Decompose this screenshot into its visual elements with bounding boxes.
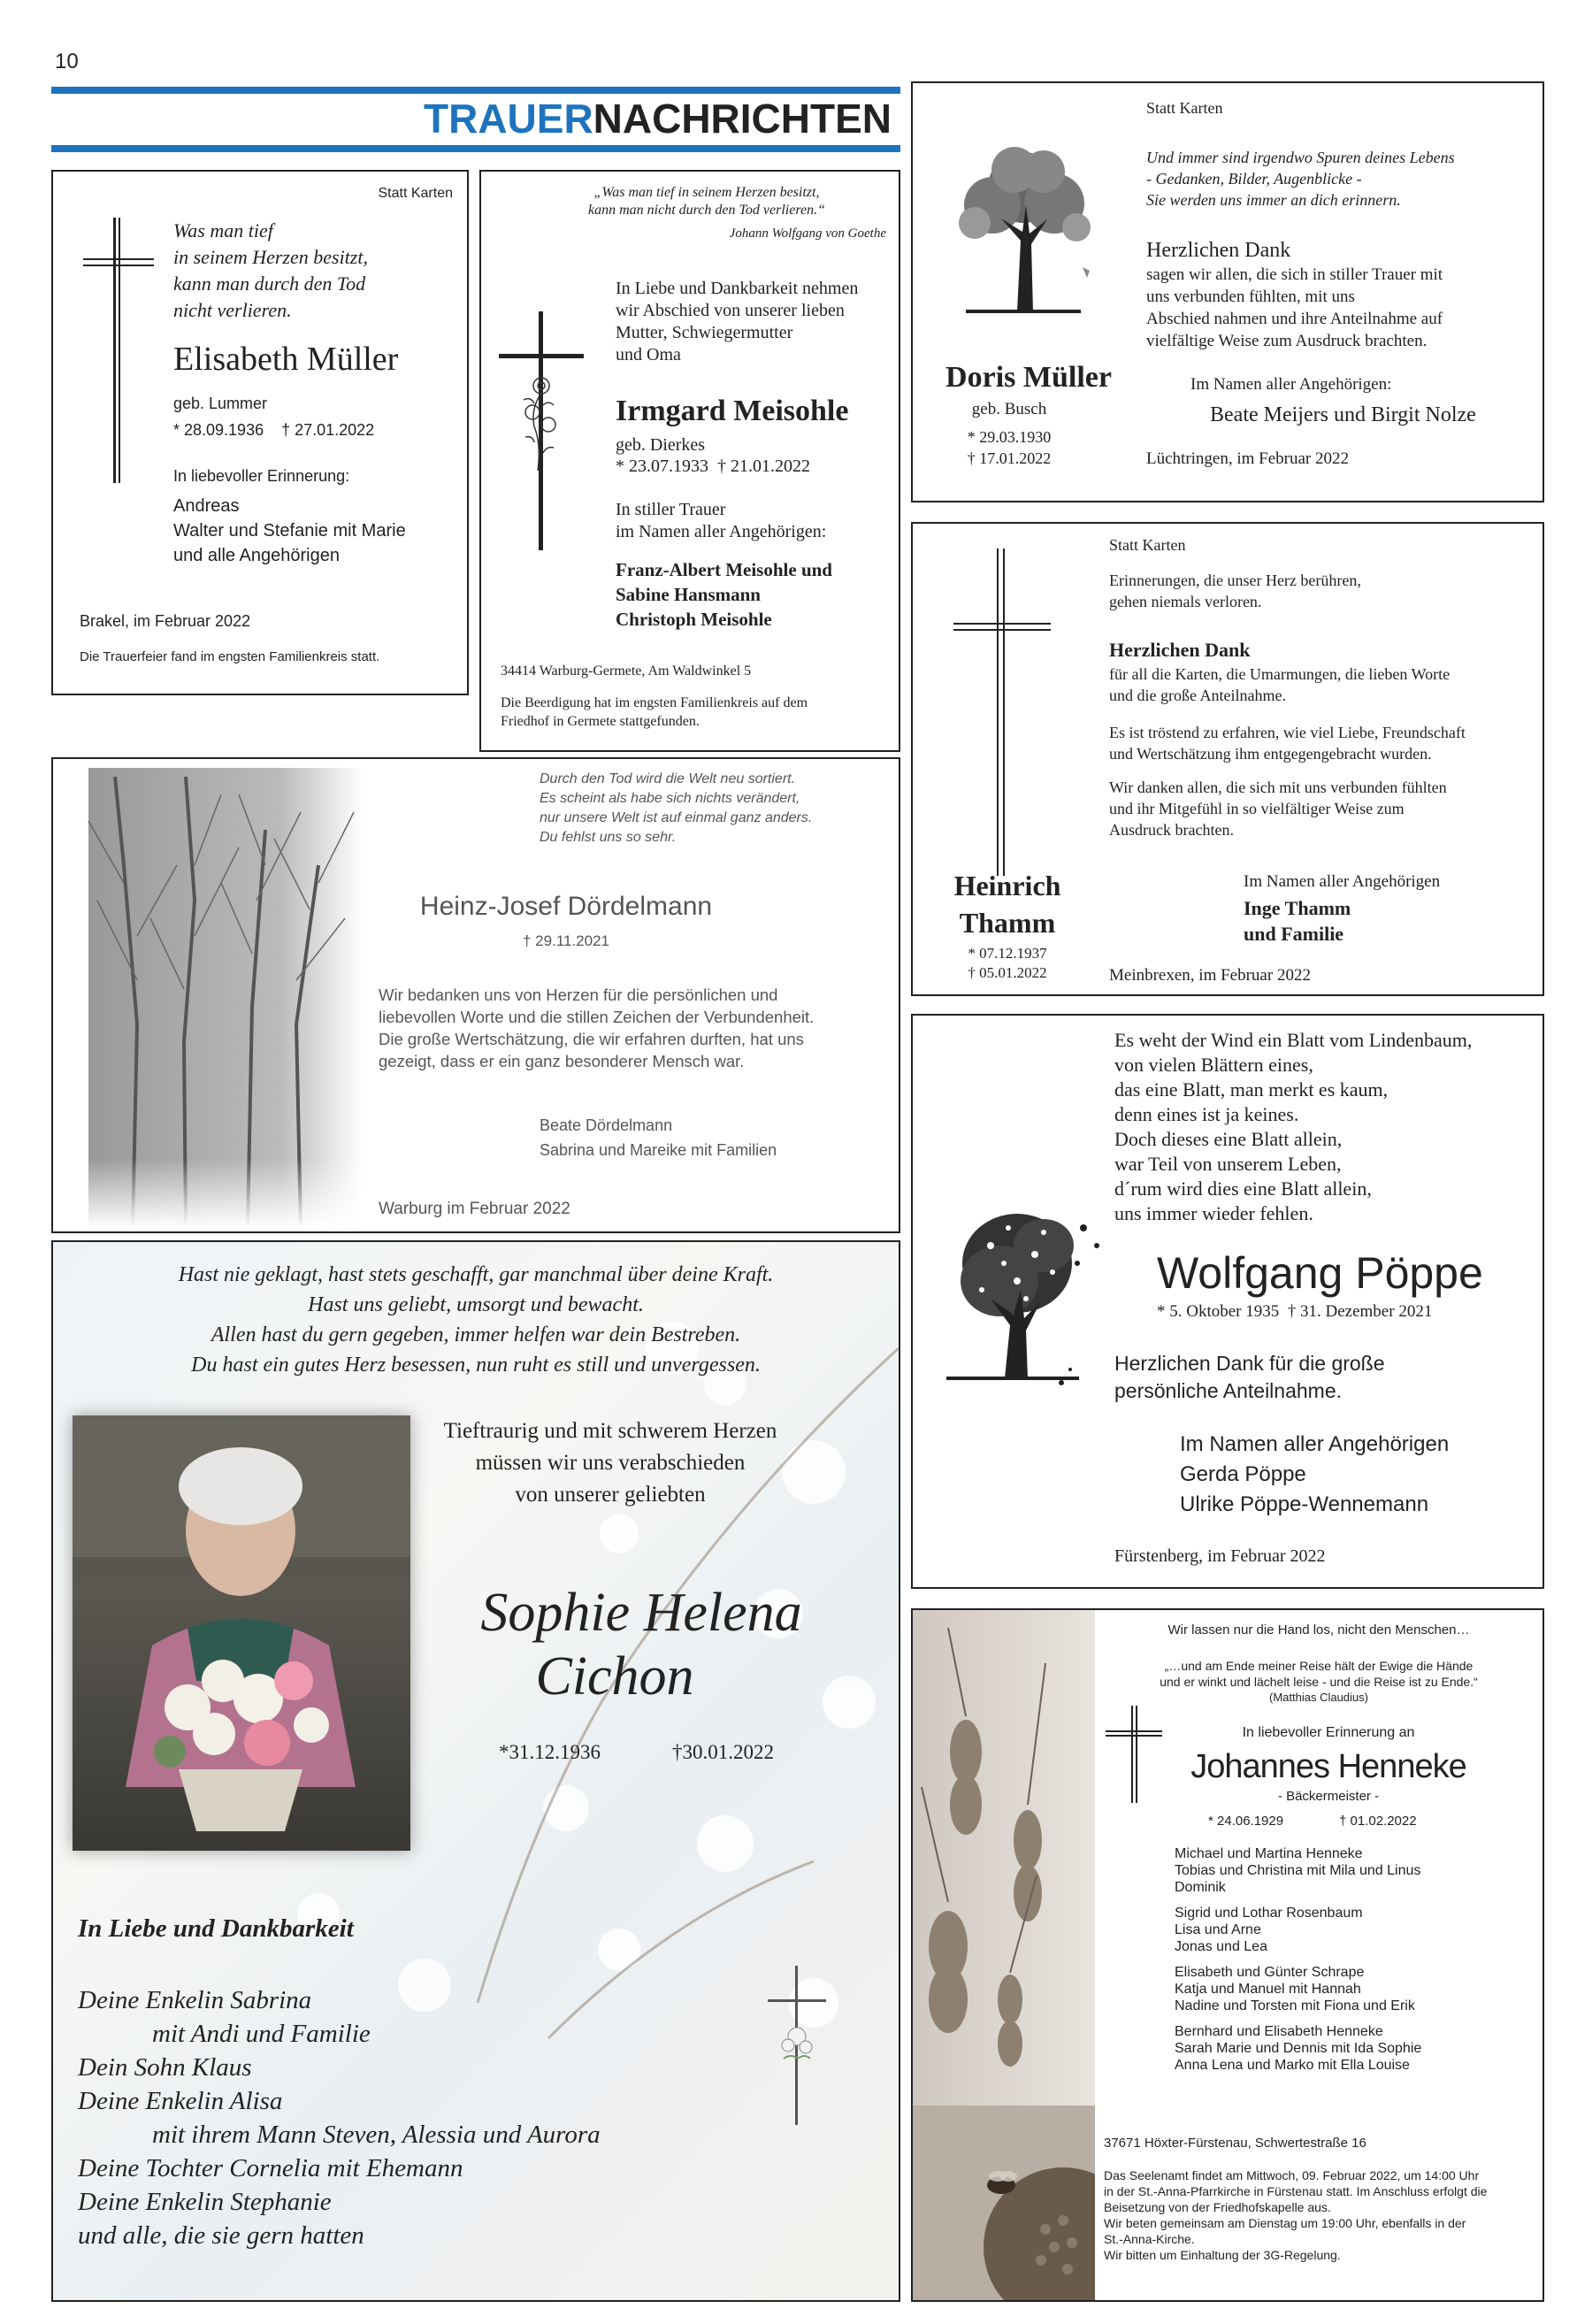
family-line: Deine Enkelin Sabrina <box>78 1986 312 2014</box>
thanks-text <box>379 984 814 1072</box>
sorrow <box>616 499 826 543</box>
wheat-image <box>913 1610 1095 2300</box>
memory-heading: In liebevoller Erinnerung an <box>1242 1725 1415 1740</box>
intro-line: Tieftraurig und mit schwerem Herzen <box>443 1419 777 1443</box>
family-list <box>78 1983 601 2252</box>
family-group <box>1175 1905 1421 1955</box>
family-group <box>1175 1845 1421 1896</box>
deceased-name: Johannes Henneke <box>1190 1748 1466 1785</box>
cross-with-flower-icon <box>757 1966 837 2125</box>
family-list <box>1244 895 1351 947</box>
thanks-line: Wir bedanken uns von Herzen für die persönlichen und <box>379 986 778 1004</box>
sorrow-line: In stiller Trauer <box>616 500 726 519</box>
poem-line: Es weht der Wind ein Blatt vom Lindenbaum, <box>1114 1029 1473 1051</box>
poem <box>53 1260 899 1380</box>
family-line: Tobias und Christina mit Mila und Linus <box>1175 1863 1421 1878</box>
thanks-line: vielfältige Weise zum Ausdruck brachten. <box>1146 332 1428 350</box>
place-date: Brakel, im Februar 2022 <box>80 612 251 630</box>
family-line: und Familie <box>1244 923 1344 945</box>
family-line: Deine Enkelin Alisa <box>78 2087 283 2115</box>
portrait-photo <box>73 1415 410 1851</box>
family-line: Ulrike Pöppe-Wennemann <box>1180 1492 1429 1516</box>
thanks-line: und die große Anteilnahme. <box>1109 686 1286 704</box>
family-line: Dominik <box>1175 1880 1226 1895</box>
quote-line: in seinem Herzen besitzt, <box>173 246 368 268</box>
family-line: mit Andi und Familie <box>152 2020 371 2048</box>
funeral-note: Die Trauerfeier fand im engsten Familienkreis statt. <box>80 649 380 664</box>
thanks-line: liebevollen Worte und die stillen Zeichen der Verbundenheit. <box>379 1008 815 1026</box>
note-line: Die Beerdigung hat im engsten Familienkreis auf dem <box>501 695 808 710</box>
family-line: Jonas und Lea <box>1175 1939 1267 1954</box>
family-line: Inge Thamm <box>1244 897 1351 919</box>
on-behalf: Im Namen aller Angehörigen <box>1244 872 1441 891</box>
family: Beate Meijers und Birgit Nolze <box>1210 403 1476 426</box>
family-line: Walter und Stefanie mit Marie <box>173 521 406 541</box>
deceased-name: Irmgard Meisohle <box>616 395 849 427</box>
family-line: Deine Tochter Cornelia mit Ehemann <box>78 2154 463 2182</box>
page-title <box>51 94 892 143</box>
wind-tree-icon <box>929 1193 1114 1396</box>
place-date: Meinbrexen, im Februar 2022 <box>1109 966 1311 985</box>
family-line: und alle Angehörigen <box>173 546 340 565</box>
death-date: †30.01.2022 <box>672 1741 774 1763</box>
family-line: Nadine und Torsten mit Fiona und Erik <box>1175 1998 1415 2013</box>
notice-doris-mueller <box>911 81 1544 502</box>
family-line: Bernhard und Elisabeth Henneke <box>1175 2024 1383 2039</box>
quote <box>1146 147 1455 211</box>
occupation: - Bäckermeister - <box>1277 1789 1380 1804</box>
family-line: Katja und Manuel mit Hannah <box>1175 1982 1361 1997</box>
poem-line: denn eines ist ja keines. <box>1114 1103 1299 1125</box>
poem-line: uns immer wieder fehlen. <box>1114 1202 1313 1224</box>
family-line: Deine Enkelin Stephanie <box>78 2188 332 2216</box>
death-date: † 01.02.2022 <box>1339 1814 1417 1829</box>
birth-date: * 07.12.1937 <box>968 945 1047 962</box>
poem-line: Hast uns geliebt, umsorgt und bewacht. <box>308 1293 644 1316</box>
note-line: in der St.-Anna-Pfarrkirche in Fürstenau statt. Im Anschluss erfolgt die <box>1104 2184 1488 2198</box>
place-date: Warburg im Februar 2022 <box>379 1200 570 1218</box>
family-line: Sabine Hansmann <box>616 584 761 605</box>
family-line: Im Namen aller Angehörigen <box>1180 1432 1450 1456</box>
family-line: Gerda Pöppe <box>1180 1462 1306 1486</box>
memory-heading: In liebevoller Erinnerung: <box>173 467 350 485</box>
quote-line: Du fehlst uns so sehr. <box>540 830 677 845</box>
family-line: und alle, die sie gern hatten <box>78 2221 364 2250</box>
quote <box>534 184 879 219</box>
born-name: geb. Lummer <box>173 395 268 412</box>
cross-with-roses-icon <box>499 311 587 550</box>
page-number: 10 <box>55 50 79 73</box>
thanks-heading: Herzlichen Dank <box>1146 239 1291 262</box>
comfort-line: und Wertschätzung ihm entgegengebracht wurden. <box>1109 745 1432 763</box>
poem-line: d´rum wird dies eine Blatt allein, <box>1114 1177 1372 1200</box>
thanks-line: Die große Wertschätzung, die wir erfahren durften, hat uns <box>379 1030 804 1048</box>
quote-line: Was man tief <box>173 219 273 242</box>
funeral-note <box>501 694 808 731</box>
cross-icon <box>953 548 1051 876</box>
name-line: Thamm <box>959 907 1056 939</box>
deceased-name-line-2: Cichon <box>535 1646 694 1707</box>
thanks-text <box>1109 663 1450 706</box>
family-group <box>1175 1964 1421 2014</box>
deceased-name: Heinz-Josef Dördelmann <box>419 892 713 921</box>
birth-date: * 29.03.1930 <box>967 428 1052 446</box>
poem-line: Doch dieses eine Blatt allein, <box>1114 1128 1343 1150</box>
family-line: Elisabeth und Günter Schrape <box>1175 1965 1365 1980</box>
quote-line: nur unsere Welt ist auf einmal ganz anders. <box>540 810 813 825</box>
address: 34414 Warburg-Germete, Am Waldwinkel 5 <box>501 663 752 679</box>
cross-icon <box>83 218 154 483</box>
family-line: Sigrid und Lothar Rosenbaum <box>1175 1906 1363 1921</box>
thanks-line: persönliche Anteilnahme. <box>1114 1379 1342 1402</box>
death-date: † 29.11.2021 <box>523 932 609 949</box>
quote-line: Durch den Tod wird die Welt neu sortiert. <box>540 771 796 786</box>
notice-heinz-josef-doerdelmann <box>51 757 900 1233</box>
quote-line: und er winkt und lächelt leise - und die Reise ist zu Ende.“ <box>1160 1675 1478 1689</box>
sorrow-line: im Namen aller Angehörigen: <box>616 522 827 541</box>
intro-line: wir Abschied von unserer lieben <box>616 301 845 320</box>
thanks-line: Abschied nahmen und ihre Anteilnahme auf <box>1146 310 1443 328</box>
forest-image <box>53 759 389 1231</box>
family-line: mit ihrem Mann Steven, Alessia und Aurora <box>152 2121 601 2149</box>
note-line: Das Seelenamt findet am Mittwoch, 09. Februar 2022, um 14:00 Uhr <box>1104 2168 1480 2182</box>
place-date: Fürstenberg, im Februar 2022 <box>1114 1546 1326 1566</box>
note-line: Wir beten gemeinsam am Dienstag um 19:00 Uhr, ebenfalls in der <box>1104 2216 1466 2230</box>
notice-elisabeth-mueller <box>51 170 469 695</box>
family-line: Beate Dördelmann <box>540 1116 673 1134</box>
poem-line: war Teil von unserem Leben, <box>1114 1153 1342 1175</box>
intro-line: Erinnerungen, die unser Herz berühren, <box>1109 571 1361 589</box>
comfort-text <box>1109 722 1466 764</box>
address: 37671 Höxter-Fürstenau, Schwertestraße 16 <box>1104 2136 1366 2151</box>
life-dates: * 28.09.1936 † 27.01.2022 <box>173 421 375 439</box>
intro <box>616 278 858 366</box>
statt-karten: Statt Karten <box>378 186 453 201</box>
quote-author: (Matthias Claudius) <box>1269 1691 1368 1704</box>
thanks-text <box>1114 1350 1385 1405</box>
tree-icon <box>930 134 1116 320</box>
family-line: Sarah Marie und Dennis mit Ida Sophie <box>1175 2041 1422 2056</box>
thanks-heading: Herzlichen Dank <box>1109 639 1251 661</box>
quote-line: Es scheint als habe sich nichts verändert, <box>540 791 800 806</box>
life-dates: * 23.07.1933 † 21.01.2022 <box>616 456 810 476</box>
on-behalf: Im Namen aller Angehörigen: <box>1190 375 1392 394</box>
quote-1: Wir lassen nur die Hand los, nicht den Menschen… <box>1167 1622 1470 1638</box>
gratitude-line: Ausdruck brachten. <box>1109 821 1234 839</box>
deceased-name <box>925 867 1090 941</box>
intro <box>1109 570 1361 612</box>
death-date: † 17.01.2022 <box>967 449 1052 467</box>
family-list <box>540 1113 777 1162</box>
born-name: geb. Busch <box>971 400 1047 418</box>
note-line: St.-Anna-Kirche. <box>1104 2232 1195 2246</box>
notice-wolfgang-poeppe <box>911 1014 1544 1589</box>
notes <box>1104 2167 1487 2263</box>
quote-line: Sie werden uns immer an dich erinnern. <box>1146 191 1401 209</box>
notice-irmgard-meisohle <box>479 170 900 752</box>
family-list <box>1180 1430 1449 1520</box>
intro <box>425 1415 796 1511</box>
thanks-line: uns verbunden fühlten, mit uns <box>1146 288 1355 306</box>
gratitude-line: Wir danken allen, die sich mit uns verbunden fühlten <box>1109 779 1447 796</box>
intro-line: und Oma <box>616 345 681 364</box>
family-line: Sabrina und Mareike mit Familien <box>540 1141 777 1159</box>
intro-line: von unserer geliebten <box>515 1483 706 1507</box>
quote <box>540 770 812 848</box>
thanks-line: sagen wir allen, die sich in stiller Trauer mit <box>1146 265 1443 284</box>
title-part-1: TRAUER <box>424 96 593 142</box>
gratitude-line: und ihr Mitgefühl in so vielfältiger Weise zum <box>1109 800 1405 817</box>
death-date: † 05.01.2022 <box>968 964 1047 981</box>
comfort-line: Es ist tröstend zu erfahren, wie viel Liebe, Freundschaft <box>1109 724 1466 741</box>
thanks-line: gezeigt, dass er ein ganz besonderer Mensch war. <box>379 1052 745 1070</box>
family-line: Dein Sohn Klaus <box>78 2053 252 2082</box>
note-line: Friedhof in Germete stattgefunden. <box>501 714 700 729</box>
life-dates: * 5. Oktober 1935 † 31. Dezember 2021 <box>1157 1302 1433 1321</box>
poem-line: das eine Blatt, man merkt es kaum, <box>1114 1078 1389 1101</box>
title-part-2: NACHRICHTEN <box>593 96 892 142</box>
intro-line: gehen niemals verloren. <box>1109 593 1262 610</box>
thanks-line: Herzlichen Dank für die große <box>1114 1352 1385 1375</box>
thanks-line: für all die Karten, die Umarmungen, die lieben Worte <box>1109 665 1451 683</box>
notice-johannes-henneke <box>911 1608 1544 2302</box>
quote-line: „Was man tief in seinem Herzen besitzt, <box>593 185 820 200</box>
family-line: Anna Lena und Marko mit Ella Louise <box>1175 2058 1410 2073</box>
birth-date: * 24.06.1929 <box>1208 1814 1284 1829</box>
intro-line: Mutter, Schwiegermutter <box>616 323 793 342</box>
family-list <box>173 494 406 568</box>
poem-line: Du hast ein gutes Herz besessen, nun ruht es still und unvergessen. <box>191 1354 761 1377</box>
quote-line: „…und am Ende meiner Reise hält der Ewige die Hände <box>1164 1659 1474 1673</box>
family-group <box>1175 2023 1421 2074</box>
quote-line: nicht verlieren. <box>173 299 292 321</box>
quote-author: Johann Wolfgang von Goethe <box>729 226 886 241</box>
statt-karten: Statt Karten <box>1146 99 1223 117</box>
deceased-name: Wolfgang Pöppe <box>1157 1248 1483 1298</box>
family-line: Andreas <box>173 496 240 516</box>
deceased-name-line-1: Sophie Helena <box>480 1583 802 1643</box>
note-line: Wir bitten um Einhaltung der 3G-Regelung. <box>1104 2248 1341 2262</box>
family-line: Franz-Albert Meisohle und <box>616 559 832 580</box>
birth-date: *31.12.1936 <box>499 1741 601 1763</box>
deceased-name: Elisabeth Müller <box>173 341 399 378</box>
statt-karten: Statt Karten <box>1109 536 1186 554</box>
poem-line: von vielen Blättern eines, <box>1114 1054 1313 1076</box>
gratitude-text <box>1109 777 1447 840</box>
quote-2 <box>1095 1658 1543 1706</box>
family-list <box>1175 1845 1421 2074</box>
place-date: Lüchtringen, im Februar 2022 <box>1146 449 1350 468</box>
family-line: Michael und Martina Henneke <box>1175 1846 1363 1861</box>
poem-line: Hast nie geklagt, hast stets geschafft, gar manchmal über deine Kraft. <box>178 1263 774 1286</box>
family-line: Christoph Meisohle <box>616 609 772 630</box>
header-bar-top <box>51 87 900 94</box>
quote-line: - Gedanken, Bilder, Augenblicke - <box>1146 170 1362 188</box>
deceased-name: Doris Müller <box>945 361 1112 394</box>
header-bar-bottom <box>51 145 900 152</box>
notice-heinrich-thamm <box>911 522 1544 996</box>
love-heading: In Liebe und Dankbarkeit <box>78 1914 354 1943</box>
intro-line: müssen wir uns verabschieden <box>475 1451 746 1475</box>
quote-line: kann man nicht durch den Tod verlieren.“ <box>588 203 825 218</box>
family-line: Lisa und Arne <box>1175 1922 1261 1937</box>
name-line: Heinrich <box>953 870 1061 901</box>
notice-sophie-helena-cichon <box>51 1240 900 2302</box>
poem <box>1114 1028 1472 1226</box>
quote-line: kann man durch den Tod <box>173 272 366 295</box>
intro-line: In Liebe und Dankbarkeit nehmen <box>616 279 859 298</box>
family-list <box>616 557 832 632</box>
thanks-text <box>1146 264 1443 352</box>
note-line: Beisetzung von der Friedhofskapelle aus. <box>1104 2200 1331 2214</box>
quote <box>173 218 368 324</box>
born-name: geb. Dierkes <box>616 435 706 455</box>
quote-line: Und immer sind irgendwo Spuren deines Lebens <box>1146 149 1455 166</box>
poem-line: Allen hast du gern gegeben, immer helfen war dein Bestreben. <box>211 1323 741 1346</box>
